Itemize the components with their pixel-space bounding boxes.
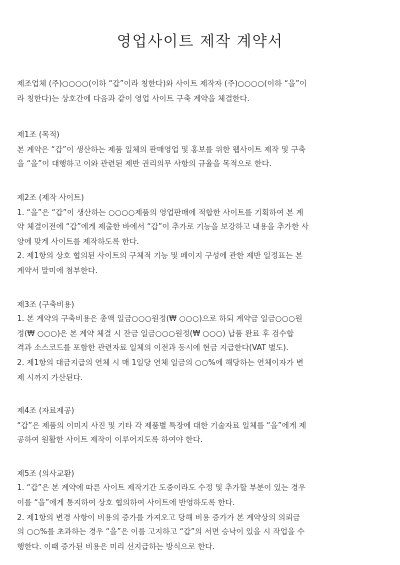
- article-line: 공하여 원활한 사이트 제작이 이루어지도록 하여야 한다.: [17, 435, 203, 445]
- article-line: 약 체결이전에 “갑”에게 제출한 바에서 “갑”이 추가로 기능을 보강하고 내용을 추가한 사: [17, 222, 309, 232]
- article-line: 정(₩ ○○○)은 본 계약 체결 시 잔금 일금○○○원정(₩ ○○○) 납품 완료 후 검수합: [17, 328, 294, 338]
- article-line: 격과 소스코드를 포함한 관련자료 일체의 이전과 동시에 현금 지급한다(VAT 별도).: [17, 343, 289, 353]
- intro-line: 제조업체 (주)○○○○(이하 “갑”이라 칭한다)와 사이트 제작자 (주)○○○○(이하 “을”이: [17, 79, 307, 88]
- article-line: 양에 맞게 사이트를 제작하도록 한다.: [17, 236, 140, 246]
- intro-line: 라 칭한다)는 상호간에 다음과 같이 영업 사이트 구축 계약을 체결한다.: [17, 93, 250, 103]
- article-3: [17, 298, 383, 386]
- article-title: 제3조 (구축비용): [17, 299, 75, 309]
- article-4: [17, 404, 383, 448]
- article-title: 제1조 (목적): [17, 130, 60, 140]
- article-2: [17, 191, 383, 279]
- article-line: 행한다. 이때 증가된 비용은 미리 선지급하는 방식으로 한다.: [17, 541, 215, 551]
- article-line: “갑”은 제품의 이미지 사진 및 기타 각 제품별 특장에 대한 기술자료 일체를 “을”에게 제: [17, 420, 307, 430]
- article-line: 2. 제1항의 상호 협의된 사이트의 구체적 기능 및 페이지 구성에 관한 제반 일정표는 본: [17, 251, 303, 261]
- article-line: 1. “갑”은 본 계약에 따른 사이트 제작기간 도중이라도 수정 및 추가할 부분이 있는 경우: [17, 483, 306, 493]
- article-line: 을 “을”이 대행하고 이와 관련된 제반 권리의무 사항의 규율을 목적으로 한다.: [17, 159, 272, 169]
- article-title: 제2조 (제작 사이트): [17, 192, 84, 202]
- article-line: 2. 제1항의 변경 사항이 비용의 증가를 가져오고 당해 비용 증가가 본 계약상의 의뢰금: [17, 512, 301, 522]
- article-line: 제 시까지 가산된다.: [17, 372, 83, 382]
- article-line: 의 ○○%를 초과하는 경우 “을”은 이를 고지하고 “갑”의 서면 승낙이 있을 시 작업을 수: [17, 527, 305, 537]
- article-line: 1. “을”은 “갑”이 생산하는 ○○○○제품의 영업판매에 적합한 사이트를 기획하여 본 계: [17, 207, 304, 217]
- article-line: 2. 제1항의 대금지급의 연체 시 매 1일당 연체 일금의 ○○%에 해당하는 연체이자가 변: [17, 357, 304, 367]
- article-line: 1. 본 계약의 구축비용은 총액 일금○○○원정(₩ ○○○)으로 하되 계약금 일금○○○원: [17, 314, 303, 324]
- article-5: [17, 467, 383, 555]
- article-title: 제5조 (의사교환): [17, 468, 75, 478]
- article-title: 제4조 (자료제공): [17, 406, 75, 416]
- intro-paragraph: [17, 77, 383, 106]
- article-line: 본 계약은 “갑”이 생산하는 제품 일체의 판매영업 및 홍보를 위한 웹사이트 제작 및 구축: [17, 144, 306, 154]
- article-line: 계약서 말미에 첨부한다.: [17, 265, 98, 275]
- article-line: 이를 “을”에게 통지하여 상호 협의하여 사이트에 반영하도록 한다.: [17, 498, 235, 508]
- article-1: [17, 128, 383, 172]
- document-title: 영업사이트 제작 계약서: [116, 32, 284, 50]
